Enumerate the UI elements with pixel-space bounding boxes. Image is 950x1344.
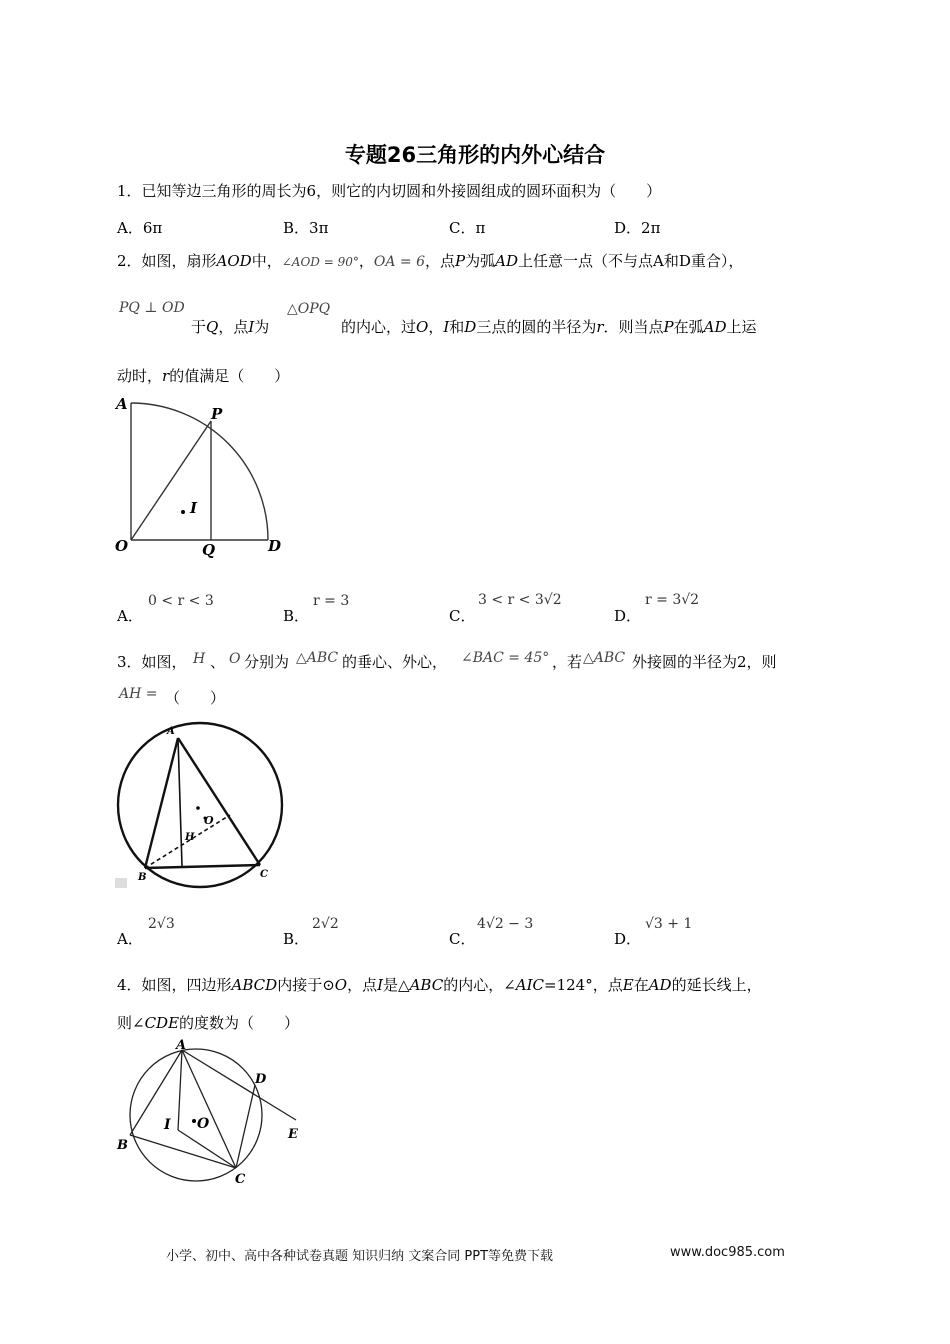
q2-option-c-value: 3 < r < 3√2 (478, 592, 562, 608)
q3-angle: ∠BAC = 45° (461, 650, 550, 666)
q3-option-c-value: 4√2 − 3 (477, 916, 534, 932)
q3-text-c: 的垂心、外心， (342, 653, 448, 671)
label-A: A (167, 726, 175, 737)
side-DC (236, 1085, 255, 1168)
label-C: C (235, 1172, 246, 1187)
q2-option-c-label: C． (449, 607, 476, 625)
q2-option-a-label: A． (117, 607, 143, 625)
q1-option-b: B．3π (283, 219, 329, 237)
side-BC (130, 1135, 236, 1168)
side-BC (145, 865, 260, 868)
q3-text-e: 外接圆的半径为2，则 (632, 653, 777, 671)
q3-H: H (193, 651, 206, 667)
label-H: H (185, 832, 195, 843)
label-O: O (197, 1116, 210, 1132)
q2-triangle-formula: △OPQ (287, 301, 331, 317)
side-AB (145, 738, 178, 868)
label-Q: Q (202, 541, 216, 559)
q3-option-a-value: 2√3 (148, 916, 175, 932)
question-3-line-1a: 3．如图， (117, 653, 187, 671)
page-title: 专题26三角形的内外心结合 (344, 143, 606, 167)
q2-option-d-label: D． (614, 607, 642, 625)
point-O (192, 1119, 196, 1123)
q3-option-a-label: A． (117, 930, 143, 948)
side-AC (178, 738, 260, 865)
label-O: O (115, 537, 129, 555)
label-B: B (138, 872, 147, 883)
point-I (181, 510, 185, 514)
q3-O: O (229, 651, 241, 667)
label-D: D (268, 537, 282, 555)
question-4-line-1: 4．如图，四边形ABCD内接于⊙O，点I是△ABC的内心，∠AIC=124°，点E在AD的延长线上， (117, 976, 762, 994)
side-AD-ext (182, 1050, 296, 1120)
label-C: C (260, 869, 268, 880)
q3-option-b-label: B． (283, 930, 310, 948)
footer-text: 小学、初中、高中各种试卷真题 知识归纳 文案合同 PPT等免费下载 (166, 1249, 554, 1264)
q3-option-c-label: C． (449, 930, 476, 948)
corner-mark (115, 878, 127, 888)
q3-text-b: 分别为 (244, 653, 290, 671)
q3-triangle: △ABC (296, 650, 339, 666)
q3-circle-figure (110, 720, 280, 890)
q2-option-a-value: 0 < r < 3 (148, 593, 214, 609)
q3-sep: 、 (210, 653, 226, 671)
q3-paren: （ ） (165, 689, 226, 707)
q1-option-c: C．π (449, 219, 486, 237)
point-O (196, 806, 200, 810)
label-P: P (211, 405, 223, 423)
segment-OP (131, 421, 211, 540)
question-2-line-2a: 于Q，点I为 (191, 318, 270, 336)
label-A: A (176, 1038, 187, 1053)
question-2-line-1: 2．如图，扇形AOD中，∠AOD = 90°，OA = 6，点P为弧AD上任意一点（不与点A和D重合）， (117, 252, 744, 270)
q4-circle-figure (110, 1040, 310, 1190)
q2-option-b-label: B． (283, 607, 310, 625)
q3-option-b-value: 2√2 (312, 916, 339, 932)
q2-sector-figure (110, 390, 300, 565)
footer-link[interactable]: www.doc985.com (670, 1245, 785, 1260)
question-2-line-3: 动时，r的值满足（ ） (117, 367, 290, 385)
q1-option-d: D．2π (614, 219, 661, 237)
q3-option-d-label: D． (614, 930, 642, 948)
label-I: I (164, 1117, 171, 1133)
segment-AI (178, 1050, 182, 1130)
q3-triangle-2: △ABC (583, 650, 626, 666)
q3-text-d: ，若 (552, 653, 583, 671)
label-I: I (190, 499, 198, 517)
question-1-text: 1．已知等边三角形的周长为6，则它的内切圆和外接圆组成的圆环面积为（ ） (117, 182, 662, 200)
label-E: E (288, 1127, 298, 1142)
q3-option-d-value: √3 + 1 (645, 916, 693, 932)
label-B: B (117, 1138, 128, 1153)
q2-perp-formula: PQ ⊥ OD (119, 300, 185, 316)
q2-option-b-value: r = 3 (313, 593, 350, 609)
label-A: A (116, 395, 128, 413)
label-O: O (204, 814, 214, 827)
altitude-from-A (178, 738, 182, 866)
sector-arc (131, 403, 268, 540)
q3-AH: AH = (119, 686, 158, 702)
q2-option-d-value: r = 3√2 (645, 592, 700, 608)
q1-option-a: A．6π (117, 219, 163, 237)
question-4-line-2: 则∠CDE的度数为（ ） (117, 1014, 300, 1032)
circle-O (130, 1049, 262, 1181)
question-2-line-2b: 的内心，过O，I和D三点的圆的半径为r．则当点P在弧AD上运 (341, 318, 757, 336)
label-D: D (255, 1072, 267, 1087)
